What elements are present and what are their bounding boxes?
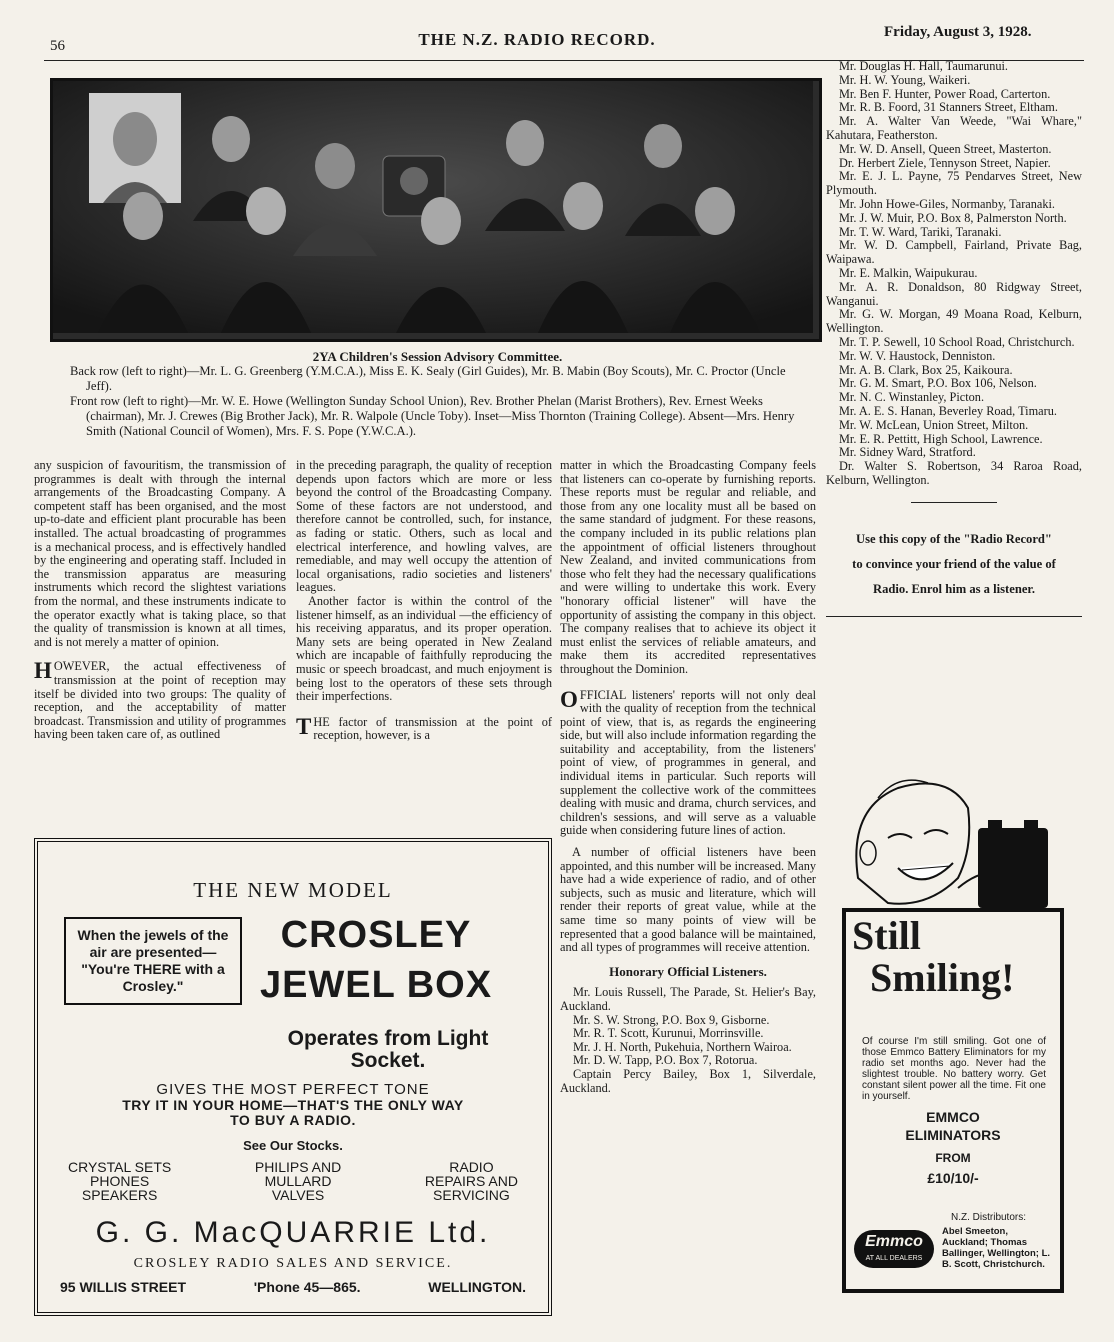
listener-entry: Mr. J. H. North, Pukehuia, Northern Wairoa. bbox=[573, 1039, 792, 1054]
caption-title: 2YA Children's Session Advisory Committee. bbox=[312, 349, 563, 364]
ad-operates: Operates from Light Socket. bbox=[287, 1027, 489, 1072]
right-column bbox=[826, 60, 1082, 617]
listener-entry: Mr. A. E. S. Hanan, Beverley Road, Timaru. bbox=[839, 403, 1057, 418]
listeners-list bbox=[560, 986, 816, 1095]
listener-entry: Mr. R. B. Foord, 31 Stanners Street, Eltham. bbox=[839, 100, 1058, 115]
listener-entry: Mr. John Howe-Giles, Normanby, Taranaki. bbox=[839, 196, 1055, 211]
article-paragraph: OFFICIAL listeners' reports will not only deal with the quality of reception from the technical point of view, that is, as regards the engineering side, but will also include information regarding the suitability and acceptability, from the listeners' point of view, of programmes in general, and individual items in particular. Such reports will supplement the collective work of the committees dealing with music and drama, church services, and children's sessions, and will serve as a valuable guide when considering future lines of action. bbox=[560, 686, 816, 838]
listeners-heading: Honorary Official Listeners. bbox=[609, 963, 767, 979]
masthead: THE N.Z. RADIO RECORD. bbox=[418, 30, 656, 49]
ad-grid-column bbox=[68, 1160, 171, 1202]
ad-grid-item: SERVICING bbox=[433, 1187, 510, 1203]
ad-grid-item: SPEAKERS bbox=[81, 1187, 158, 1203]
listener-entry: Mr. S. W. Strong, P.O. Box 9, Gisborne. bbox=[573, 1012, 770, 1027]
listener-entry: Mr. E. R. Pettitt, High School, Lawrence. bbox=[839, 431, 1043, 446]
article-column-2 bbox=[296, 459, 552, 743]
committee-photo-image bbox=[53, 81, 813, 333]
listener-entry: Mr. T. P. Sewell, 10 School Road, Christchurch. bbox=[839, 334, 1075, 349]
article-paragraph: Another factor is within the control of the listener himself, as an individual —the efficiency of his receiving apparatus, and its proper operation. Many sets are being operated in New Zealand which are incapable of faithfully reproducing the music or speech broadcast, and much enjoyment is being lost to the operators of these sets through their imperfections. bbox=[296, 593, 552, 704]
drop-cap: H bbox=[34, 658, 52, 684]
ad-grid-item: MULLARD bbox=[264, 1173, 332, 1189]
drop-cap: T bbox=[296, 713, 312, 739]
listener-entry: Mr. A. Walter Van Weede, "Wai Whare," Kahutara, Featherston. bbox=[826, 114, 1082, 142]
article-paragraph: A number of official listeners have been appointed, and this number will be increased. Many have had a wide experience of radio, and of other subjects, such as music and literature, which will render their reports of great value, while at the same time so many points of view will be represented that a good balance will be maintained, and all types of programmes will receive attention. bbox=[560, 845, 816, 955]
ad-grid-item: CRYSTAL SETS bbox=[68, 1159, 172, 1175]
ad-footer bbox=[60, 1279, 526, 1295]
listener-entry: Mr. W. D. Ansell, Queen Street, Masterton. bbox=[839, 141, 1052, 156]
promo-note: Use this copy of the "Radio Record" to convince your friend of the value of Radio. Enrol him as a listener. bbox=[852, 531, 1056, 596]
article-paragraph: THE factor of transmission at the point of reception, however, is a bbox=[296, 713, 552, 743]
issue-date: Friday, August 3, 1928. bbox=[884, 24, 1032, 40]
smiling-man-icon bbox=[838, 768, 1078, 918]
listener-entry: Mr. A. B. Clark, Box 25, Kaikoura. bbox=[839, 362, 1013, 377]
drop-cap: O bbox=[560, 686, 578, 712]
emmco-illustration bbox=[838, 768, 1078, 918]
emmco-headline-2: Smiling! bbox=[870, 955, 1015, 1000]
ad-grid-item: PHILIPS AND bbox=[254, 1159, 342, 1175]
listener-entry: Mr. Louis Russell, The Parade, St. Helier's Bay, Auckland. bbox=[560, 985, 816, 1013]
ad-tone: GIVES THE MOST PERFECT TONE bbox=[156, 1081, 430, 1098]
listener-entry: Mr. E. Malkin, Waipukurau. bbox=[839, 265, 978, 280]
listener-entry: Mr. R. T. Scott, Kurunui, Morrinsville. bbox=[573, 1026, 764, 1041]
ad-stocks: See Our Stocks. bbox=[243, 1138, 343, 1153]
caption-front-row: Front row (left to right)—Mr. W. E. Howe (Wellington Sunday School Union), Rev. Brother Phelan (Marist Brothers), Rev. Ernest Weeks (chairman), Mr. J. Crewes (Big Brother Jack), Mr. R. Walpole (Uncle Toby). Inset—Miss Thornton (Training College). Absent—Mrs. Henry Smith (National Council of Women), Mrs. F. S. Pope (Y.W.C.A.). bbox=[70, 394, 795, 438]
emmco-advertisement bbox=[842, 908, 1064, 1293]
listener-entry: Mr. W. D. Campbell, Fairland, Private Bag, Waipawa. bbox=[826, 238, 1082, 267]
ad-grid-column bbox=[425, 1160, 518, 1202]
emmco-logo: Emmco AT ALL DEALERS bbox=[854, 1230, 934, 1268]
article-paragraph: in the preceding paragraph, the quality of reception depends upon factors which are more or less beyond the control of the Broadcasting Company. Some of these factors are not understood, and therefore cannot be controlled, such, for instance, as fading or static. Others, such as local and electrical interference, and howling valves, are remediable, and may well occupy the attention of local organisations, radio societies and listeners' leagues. bbox=[296, 458, 552, 595]
listener-entry: Mr. D. W. Tapp, P.O. Box 7, Rotorua. bbox=[573, 1053, 758, 1068]
photo-caption bbox=[70, 349, 805, 439]
listener-entry: Mr. A. R. Donaldson, 80 Ridgway Street, Wanganui. bbox=[826, 279, 1082, 308]
emmco-body: Of course I'm still smiling. Got one of those Emmco Battery Eliminators for my radio set months ago. Never had the slightest trouble. No battery worry. Get constant silent power all the time. Fit one in yourself. bbox=[862, 1036, 1046, 1102]
emmco-headline-1: Still bbox=[852, 913, 921, 958]
emmco-product-block: EMMCO ELIMINATORS FROM £10/10/- bbox=[905, 1109, 1001, 1186]
page-number: 56 bbox=[50, 38, 65, 54]
ad-try: TRY IT IN YOUR HOME—THAT'S THE ONLY WAY TO BUY A RADIO. bbox=[122, 1097, 464, 1128]
listener-entry: Mr. Sidney Ward, Stratford. bbox=[839, 445, 976, 460]
ad-grid-item: RADIO bbox=[449, 1159, 494, 1175]
article-column-1 bbox=[34, 459, 286, 742]
listener-entry: Mr. Douglas H. Hall, Taumarunui. bbox=[839, 59, 1008, 73]
ad-phone: 'Phone 45—865. bbox=[253, 1279, 361, 1295]
listener-entry: Mr. G. M. Smart, P.O. Box 106, Nelson. bbox=[839, 376, 1037, 391]
ad-city: WELLINGTON. bbox=[428, 1279, 526, 1295]
listeners-list bbox=[826, 60, 1082, 488]
article-column-3 bbox=[560, 459, 816, 1095]
listener-entry: Mr. E. J. L. Payne, 75 Pendarves Street, New Plymouth. bbox=[826, 169, 1082, 198]
ad-grid-item: VALVES bbox=[271, 1187, 325, 1203]
ad-product: JEWEL BOX bbox=[259, 964, 493, 1006]
listener-entry: Mr. N. C. Winstanley, Picton. bbox=[839, 390, 985, 405]
divider bbox=[826, 616, 1082, 617]
ad-grid-item: REPAIRS AND bbox=[424, 1173, 518, 1189]
listener-entry: Mr. H. W. Young, Waikeri. bbox=[839, 72, 971, 87]
ad-brand: CROSLEY bbox=[280, 914, 472, 956]
listener-entry: Mr. J. W. Muir, P.O. Box 8, Palmerston North. bbox=[839, 210, 1067, 225]
committee-photo bbox=[50, 78, 822, 342]
listener-entry: Mr. Ben F. Hunter, Power Road, Carterton. bbox=[839, 86, 1051, 101]
emmco-dist-heading: N.Z. Distributors: bbox=[951, 1212, 1027, 1223]
crosley-advertisement bbox=[34, 838, 552, 1316]
ad-grid-column bbox=[255, 1160, 341, 1202]
listener-entry: Mr. T. W. Ward, Tariki, Taranaki. bbox=[839, 224, 1002, 239]
ad-kicker: THE NEW MODEL bbox=[193, 878, 393, 902]
listener-entry: Mr. W. V. Haustock, Denniston. bbox=[839, 348, 996, 363]
ad-address: 95 WILLIS STREET bbox=[60, 1279, 187, 1295]
ad-service: CROSLEY RADIO SALES AND SERVICE. bbox=[133, 1256, 453, 1271]
listener-entry: Dr. Herbert Ziele, Tennyson Street, Napier. bbox=[839, 155, 1051, 170]
article-paragraph: matter in which the Broadcasting Company feels that listeners can co-operate by furnishing reports. These reports must be regular and reliable, and those from any one locality must all be based on the same standard of judgment. For these reasons, the company included in its public relations plan the appointment of official listeners throughout New Zealand, and invited communications from those who felt they had the necessary qualifications and were willing to undertake this work. Every "honorary official listener" will have the opportunity of assisting the company in this object. The company realises that to achieve its object it must enlist the services of reliable amateurs, and make them its accredited representatives throughout the Dominion. bbox=[560, 458, 816, 676]
emmco-distributors: Abel Smeeton, Auckland; Thomas Ballinger, Wellington; L. B. Scott, Christchurch. bbox=[942, 1226, 1051, 1270]
listener-entry: Mr. G. W. Morgan, 49 Moana Road, Kelburn, Wellington. bbox=[826, 307, 1082, 336]
article-paragraph: any suspicion of favouritism, the transmission of programmes is dealt with through the internal arrangements of the Broadcasting Company. A competent staff has been organised, and the most up-to-date and efficient plant procurable has been installed. The actual broadcasting of programmes is a mechanical process, and is effectively handled by the engineering and operating staff. Included in the transmission apparatus are measuring instruments which record the slightest variations from the normal, and these instruments indicate to the operator exactly what is taking place, so that the quality of transmission is known at all times, and is not merely a matter of opinion. bbox=[34, 458, 286, 649]
ad-company: G. G. MacQUARRIE Ltd. bbox=[95, 1216, 491, 1249]
article-paragraph: HOWEVER, the actual effectiveness of transmission at the point of reception may itself be divided into two groups: The quality of reception, and the acceptability of matter broadcast. Transmission and utility of programmes having been taken care of, as outlined bbox=[34, 658, 286, 742]
ad-product-grid bbox=[68, 1160, 518, 1202]
ad-grid-item: PHONES bbox=[90, 1173, 150, 1189]
listener-entry: Captain Percy Bailey, Box 1, Silverdale, Auckland. bbox=[560, 1066, 816, 1095]
caption-back-row: Back row (left to right)—Mr. L. G. Greenberg (Y.M.C.A.), Miss E. K. Sealy (Girl Guides), Mr. B. Mabin (Boy Scouts), Mr. C. Proctor (Uncle Jeff). bbox=[70, 364, 786, 393]
ad-tagline-box: When the jewels of the air are presented— "You're THERE with a Crosley." bbox=[64, 917, 242, 1005]
divider bbox=[911, 502, 997, 503]
listener-entry: Dr. Walter S. Robertson, 34 Raroa Road, Kelburn, Wellington. bbox=[826, 459, 1082, 487]
listener-entry: Mr. W. McLean, Union Street, Milton. bbox=[839, 417, 1029, 432]
